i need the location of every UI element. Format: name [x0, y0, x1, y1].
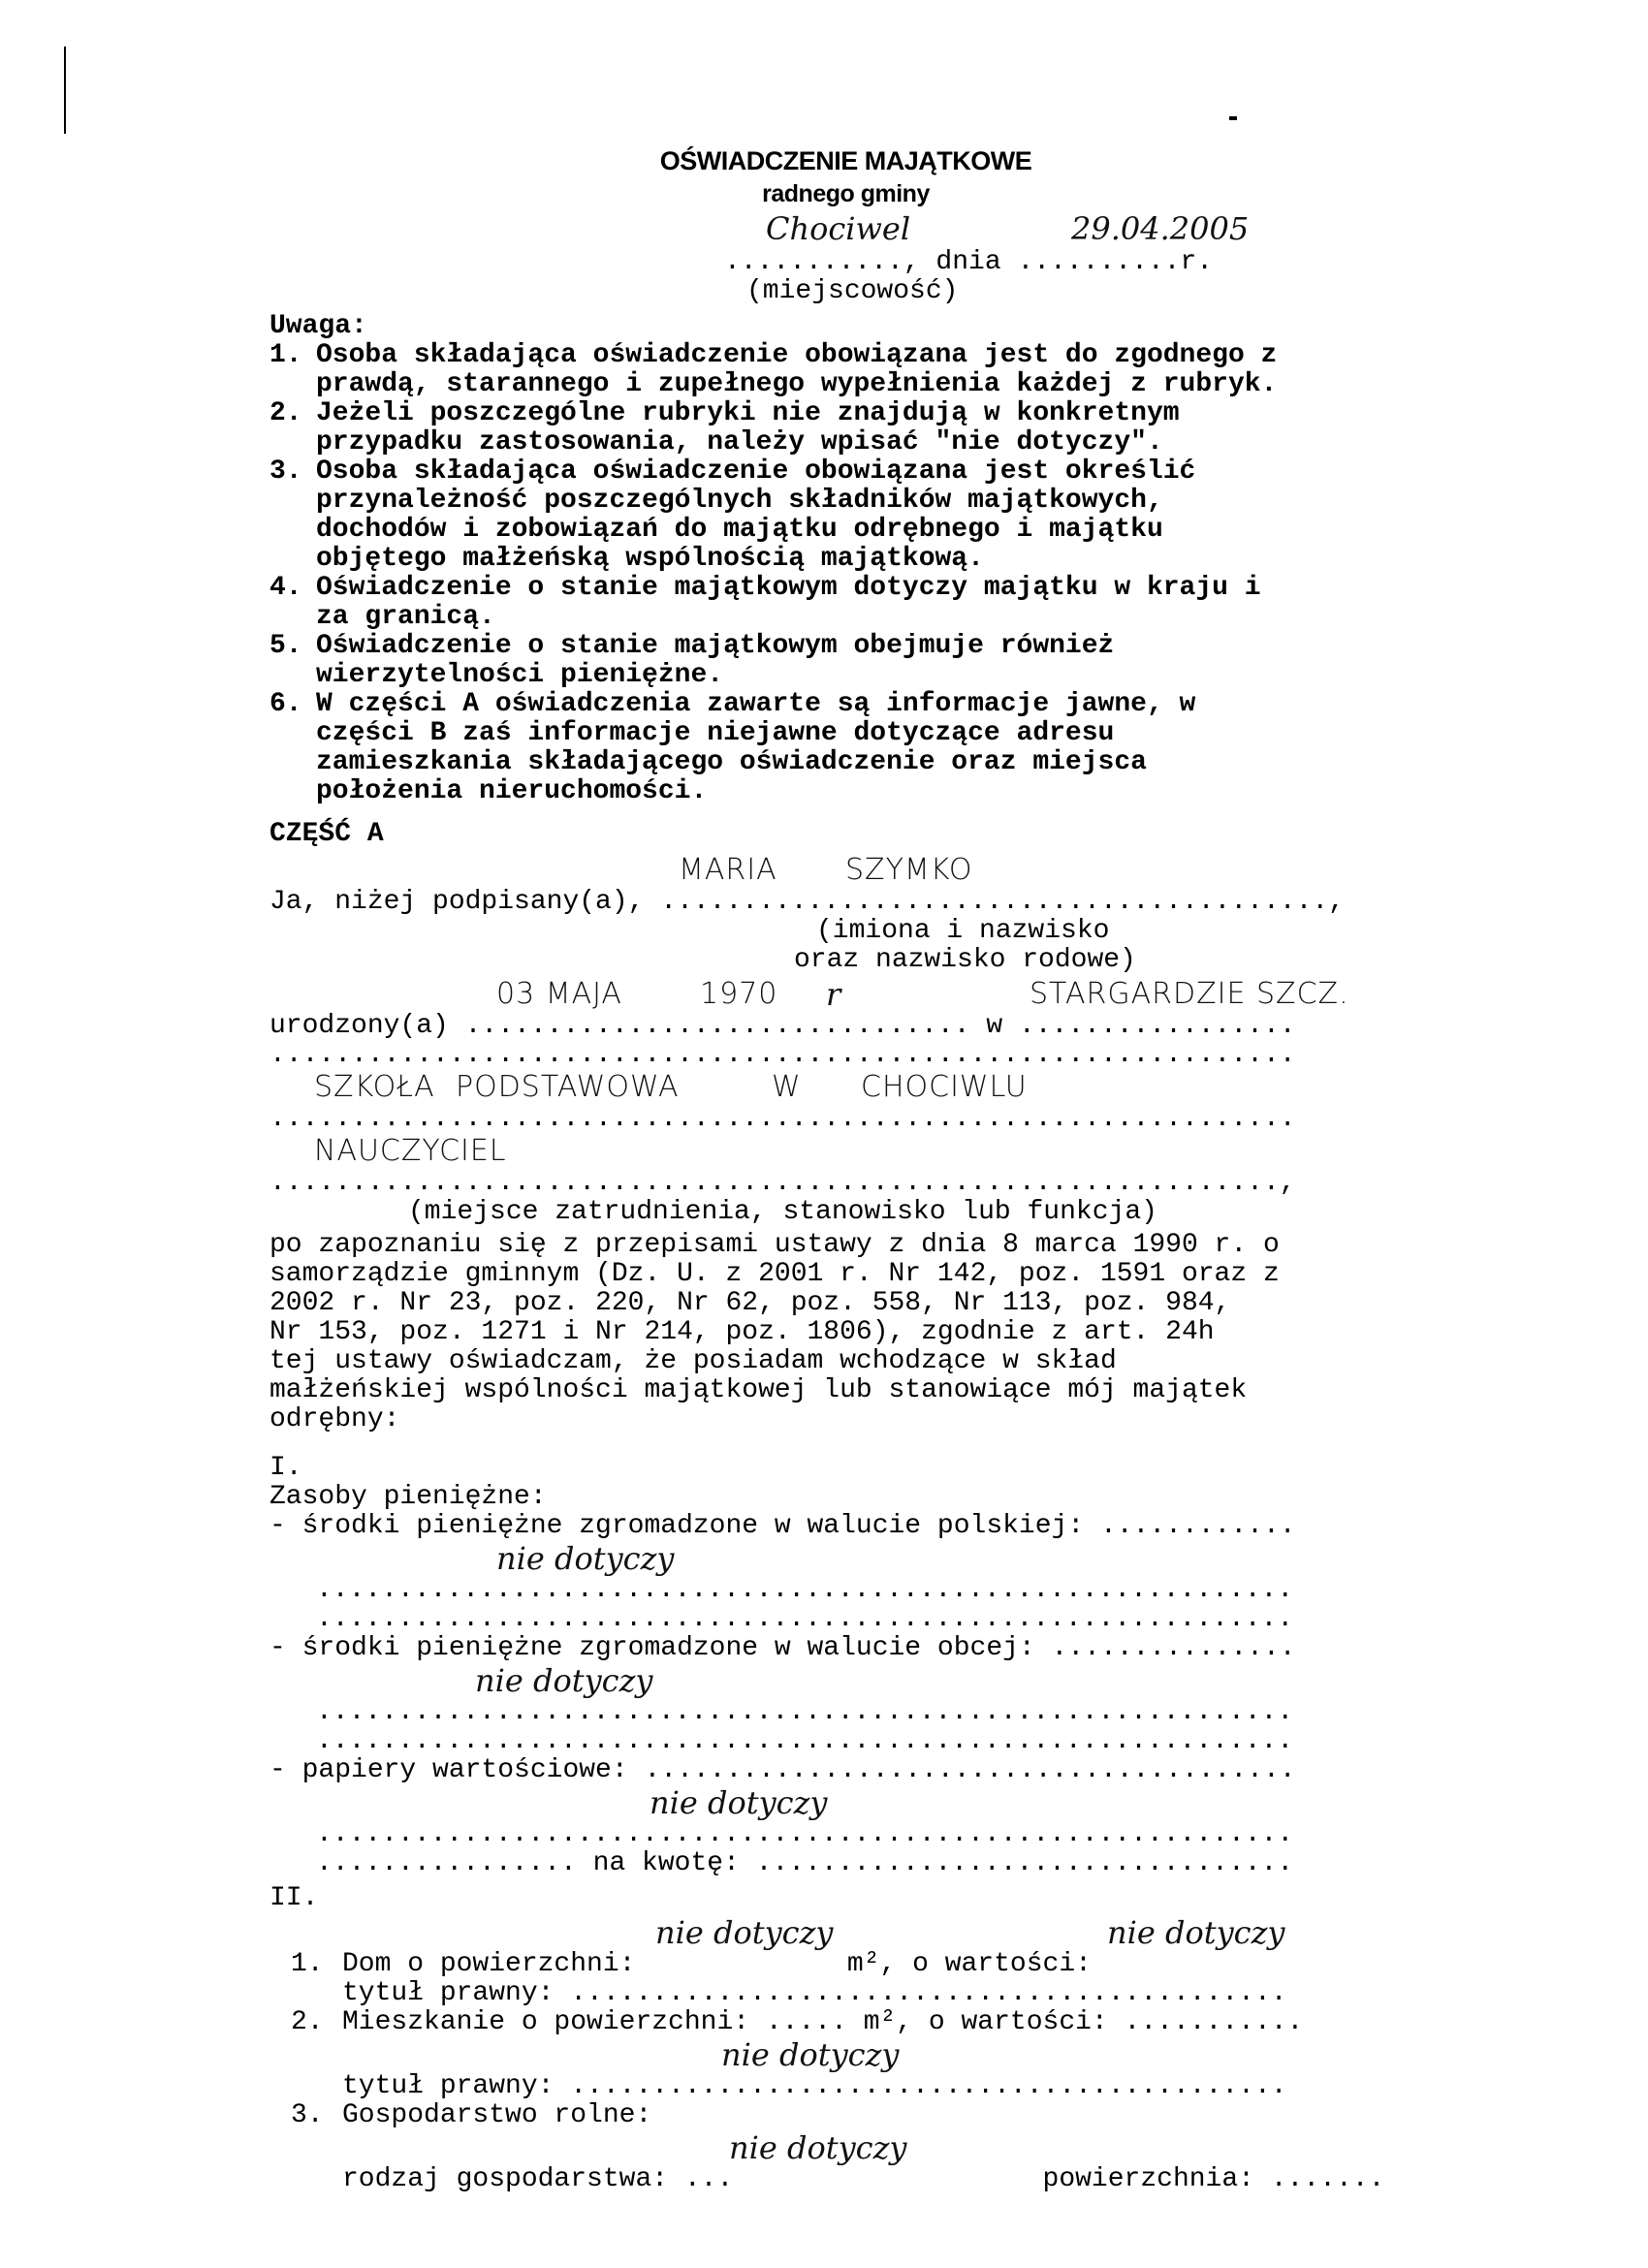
flat-label: Mieszkanie o powierzchni: ..... m², o wartości: ...........: [342, 2007, 1304, 2037]
note-number: 4.: [269, 573, 302, 603]
employer-handwritten: CHOCIWLU: [861, 1070, 1028, 1104]
place-caption: (miejscowość): [746, 276, 959, 306]
item-number: 3.: [291, 2100, 324, 2130]
section-1-numeral: I.: [269, 1453, 302, 1483]
securities-field[interactable]: ............................................................: [316, 1819, 1294, 1849]
name-last-handwritten: SZYMKO: [845, 853, 973, 887]
note-line: Oświadczenie o stanie majątkowym dotyczy majątku w kraju i: [316, 573, 1261, 603]
statement-line: samorządzie gminnym (Dz. U. z 2001 r. Nr 142, poz. 1591 oraz z: [269, 1259, 1280, 1289]
note-line: Osoba składająca oświadczenie obowiązana jest określić: [316, 457, 1196, 487]
employer-handwritten: SZKOŁA: [314, 1070, 435, 1104]
notes-heading: Uwaga:: [269, 311, 367, 341]
scan-artifact-line: [64, 47, 66, 134]
note-line: zamieszkania składającego oświadczenie oraz miejsca: [316, 747, 1147, 777]
birth-field[interactable]: urodzony(a) ............................... w .................: [269, 1011, 1296, 1041]
securities-label: - papiery wartościowe: ........................................: [269, 1755, 1296, 1785]
note-line: wierzytelności pieniężne.: [316, 660, 724, 690]
name-caption: (imiona i nazwisko: [816, 916, 1110, 946]
dotted-line: ...............................................................: [269, 1040, 1296, 1070]
place-handwritten: Chociwel: [766, 210, 911, 247]
section-1-heading: Zasoby pieniężne:: [269, 1482, 547, 1512]
position-handwritten: NAUCZYCIEL: [314, 1134, 507, 1168]
document-title: OŚWIADCZENIE MAJĄTKOWE: [659, 146, 1032, 175]
employer-handwritten: W: [772, 1070, 802, 1104]
employer-handwritten: PODSTAWOWA: [456, 1070, 680, 1104]
foreign-funds-field[interactable]: ............................................................: [316, 1697, 1294, 1727]
name-caption: oraz nazwisko rodowe): [794, 945, 1136, 975]
securities-amount-field[interactable]: ................ na kwotę: .................................: [316, 1848, 1294, 1878]
name-first-handwritten: MARIA: [679, 853, 777, 887]
securities-handwritten: nie dotyczy: [650, 1784, 828, 1821]
scan-artifact-dot: [1229, 116, 1237, 120]
note-line: przynależność poszczególnych składników majątkowych,: [316, 486, 1163, 516]
note-line: W części A oświadczenia zawarte są informacje jawne, w: [316, 689, 1196, 719]
birth-place-handwritten: STARGARDZIE SZCZ.: [1030, 977, 1349, 1011]
flat-title-field[interactable]: tytuł prawny: ............................................: [342, 2071, 1287, 2101]
note-line: Oświadczenie o stanie majątkowym obejmuje również: [316, 631, 1115, 661]
document-subtitle: radnego gminy: [762, 180, 930, 207]
statement-line: odrębny:: [269, 1404, 400, 1434]
house-area-handwritten: nie dotyczy: [655, 1914, 834, 1951]
note-number: 5.: [269, 631, 302, 661]
pln-funds-field[interactable]: ............................................................: [316, 1575, 1294, 1605]
house-title-field[interactable]: tytuł prawny: ............................................: [342, 1978, 1287, 2008]
birth-year-handwritten: 1970: [700, 977, 778, 1011]
birth-r-handwritten: r: [826, 976, 841, 1013]
foreign-funds-field-2[interactable]: ............................................................: [316, 1726, 1294, 1756]
note-line: dochodów i zobowiązań do majątku odrębnego i majątku: [316, 515, 1163, 545]
farm-label: Gospodarstwo rolne:: [342, 2100, 652, 2130]
note-line: Osoba składająca oświadczenie obowiązana jest do zgodnego z: [316, 340, 1278, 370]
name-field[interactable]: Ja, niżej podpisany(a), .........................................,: [269, 887, 1345, 917]
flat-handwritten: nie dotyczy: [721, 2036, 900, 2073]
note-line: prawdą, starannego i zupełnego wypełnienia każdej z rubryk.: [316, 369, 1278, 399]
note-number: 1.: [269, 340, 302, 370]
farm-handwritten: nie dotyczy: [729, 2129, 907, 2166]
date-line: ..........., dnia ..........r.: [724, 247, 1214, 277]
farm-type-field[interactable]: rodzaj gospodarstwa: ... powierzchnia: .......: [342, 2164, 1385, 2194]
note-number: 3.: [269, 457, 302, 487]
item-number: 1.: [291, 1949, 324, 1979]
foreign-funds-label: - środki pieniężne zgromadzone w walucie obcej: ...............: [269, 1633, 1296, 1663]
pln-funds-handwritten: nie dotyczy: [496, 1540, 675, 1577]
note-line: przypadku zastosowania, należy wpisać "nie dotyczy".: [316, 427, 1163, 457]
employment-field[interactable]: ...............................................................: [269, 1104, 1296, 1134]
part-a-heading: CZĘŚĆ A: [269, 819, 384, 849]
house-value-handwritten: nie dotyczy: [1107, 1914, 1285, 1951]
note-line: Jeżeli poszczególne rubryki nie znajdują w konkretnym: [316, 398, 1180, 428]
birth-date-handwritten: 03 MAJA: [496, 977, 622, 1011]
statement-line: 2002 r. Nr 23, poz. 220, Nr 62, poz. 558, Nr 113, poz. 984,: [269, 1288, 1231, 1318]
position-field[interactable]: ..............................................................,: [269, 1168, 1296, 1198]
pln-funds-label: - środki pieniężne zgromadzone w walucie polskiej: ............: [269, 1511, 1296, 1541]
date-handwritten: 29.04.2005: [1071, 210, 1250, 247]
note-line: części B zaś informacje niejawne dotyczące adresu: [316, 718, 1115, 748]
statement-line: tej ustawy oświadczam, że posiadam wchodzące w skład: [269, 1346, 1117, 1376]
note-number: 6.: [269, 689, 302, 719]
house-label: Dom o powierzchni: m², o wartości:: [342, 1949, 1092, 1979]
note-line: położenia nieruchomości.: [316, 776, 708, 806]
section-2-numeral: II.: [269, 1883, 319, 1913]
item-number: 2.: [291, 2007, 324, 2037]
statement-line: Nr 153, poz. 1271 i Nr 214, poz. 1806), zgodnie z art. 24h: [269, 1317, 1215, 1347]
note-line: objętego małżeńską wspólnością majątkową.: [316, 544, 984, 574]
foreign-funds-handwritten: nie dotyczy: [475, 1662, 653, 1699]
pln-funds-field-2[interactable]: ............................................................: [316, 1604, 1294, 1634]
note-number: 2.: [269, 398, 302, 428]
employment-caption: (miejsce zatrudnienia, stanowisko lub funkcja): [408, 1197, 1157, 1227]
statement-line: małżeńskiej wspólności majątkowej lub stanowiące mój majątek: [269, 1375, 1248, 1405]
note-line: za granicą.: [316, 602, 495, 632]
statement-line: po zapoznaniu się z przepisami ustawy z dnia 8 marca 1990 r. o: [269, 1230, 1280, 1260]
